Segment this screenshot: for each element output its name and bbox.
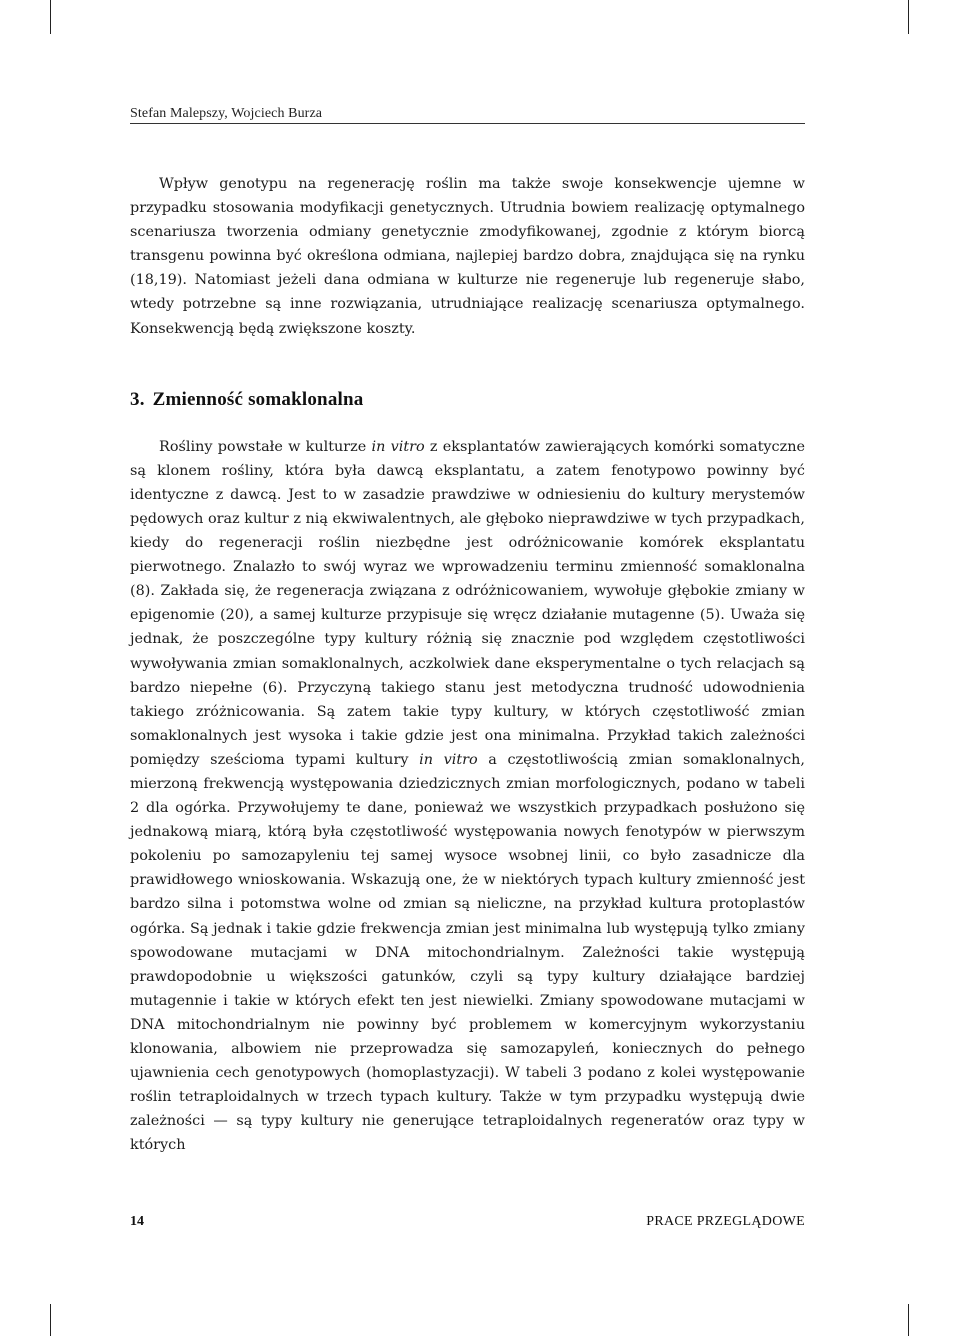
crop-mark-bottom-left (50, 1304, 51, 1336)
section-title: Zmienność somaklonalna (152, 388, 364, 410)
crop-mark-top-left (50, 0, 51, 34)
page-number: 14 (130, 1214, 144, 1229)
article-body (130, 172, 805, 1157)
crop-mark-bottom-right (908, 1304, 909, 1336)
running-header (130, 106, 805, 124)
paragraph2-part2: z eksplantatów zawierających komórki somatyczne są klonem rośliny, która była dawcą eksplantatu, a zatem fenotypowo powinny być identyczne z dawcą. Jest to w zasadzie prawdziwe w odniesieniu do kultury merystemów pędowych oraz kultur z nią ekwiwalentnych, ale głęboko nieprawdziwe w tych przypadkach, kiedy do regeneracji roślin niezbędne jest odróżnicowanie komórek eksplantatu pierwotnego. Znalazło to swój wyraz we wprowadzeniu terminu zmienność somaklonalna (8). Zakłada się, że regeneracja związana z odróżnicowaniem, wywołuje głębokie zmiany w epigenomie (20), a samej kulturze przypisuje się wręcz działanie mutagenne (5). Uważa się jednak, że poszczególne typy kultury różnią się znacznie pod względem częstotliwości wywoływania zmian somaklonalnych, aczkolwiek dane eksperymentalne o tych relacjach są bardzo niepełne (6). Przyczyną takiego stanu jest metodyczna trudność udowodnienia takiego zróżnicowania. Są zatem takie typy kultury, w których częstotliwość zmian somaklonalnych jest wysoka i takie gdzie jest ona minimalna. Przykład takich zależności pomiędzy sześcioma typami kultury (130, 438, 806, 768)
section-heading (130, 389, 805, 411)
paragraph-genotype-influence: Wpływ genotypu na regenerację roślin ma także swoje konsekwencje ujemne w przypadku stosowania modyfikacji genetycznych. Utrudnia bowiem realizację optymalnego scenariusza tworzenia odmiany genetycznie zmodyfikowanej, zgodnie z którym biorcą transgenu powinna być określona odmiana, najlepiej bardzo dobra, znajdująca się na rynku (18,19). Natomiast jeżeli dana odmiana w kulturze nie regeneruje lub regeneruje słabo, wtedy potrzebne są inne rozwiązania, utrudniające realizację scenariusza optymalnego. Konsekwencją będą zwiększone koszty. (130, 176, 805, 337)
paragraph2-italic-in-vitro-1: in vitro (371, 438, 425, 455)
crop-mark-top-right (908, 0, 909, 34)
paragraph-somaclonal-variation (130, 435, 805, 1158)
header-authors: Stefan Malepszy, Wojciech Burza (130, 106, 323, 121)
paragraph2-part3: a częstotliwością zmian somaklonalnych, mierzoną frekwencją występowania dziedzicznych zmian morfologicznych, podano w tabeli 2 dla ogórka. Przywołujemy te dane, ponieważ we wszystkich przypadkach posłużono się jednakową miarą, którą była częstotliwość występowania nowych fenotypów w pierwszym pokoleniu po samozapyleniu tej samej wysoce wsobnej linii, co było zasadnicze dla prawidłowego wnioskowania. Wskazują one, że w niektórych typach kultury zmienność jest bardzo silna i potomstwa wolne od zmian są nieliczne, na przykład kultura protoplastów ogórka. Są jednak i takie gdzie frekwencja zmian jest minimalna lub występują tylko zmiany spowodowane mutacjami w DNA mitochondrialnym. Zależności takie występują prawdopodobnie u większości gatunków, czyli są typy kultury działające bardziej mutagennie i takie w których efekt ten jest niewielki. Zmiany spowodowane mutacjami w DNA mitochondrialnym nie powinny być problemem w komercyjnym wykorzystaniu klonowania, albowiem nie przeprowadza się samozapyleń, koniecznych do pełnego ujawnienia cech genotypowych (homoplastyzacji). W tabeli 3 podano z kolei występowanie roślin tetraploidalnych w trzech typach kultury. Także w tym przypadku występują dwie zależności — są typy kultury nie generujące tetraploidalnych regeneratów oraz typy w których (130, 751, 806, 1154)
section-number: 3. (130, 388, 145, 410)
paragraph2-part1: Rośliny powstałe w kulturze (159, 438, 372, 455)
journal-section-label: PRACE PRZEGLĄDOWE (646, 1214, 805, 1229)
paragraph2-italic-in-vitro-2: in vitro (419, 751, 478, 768)
